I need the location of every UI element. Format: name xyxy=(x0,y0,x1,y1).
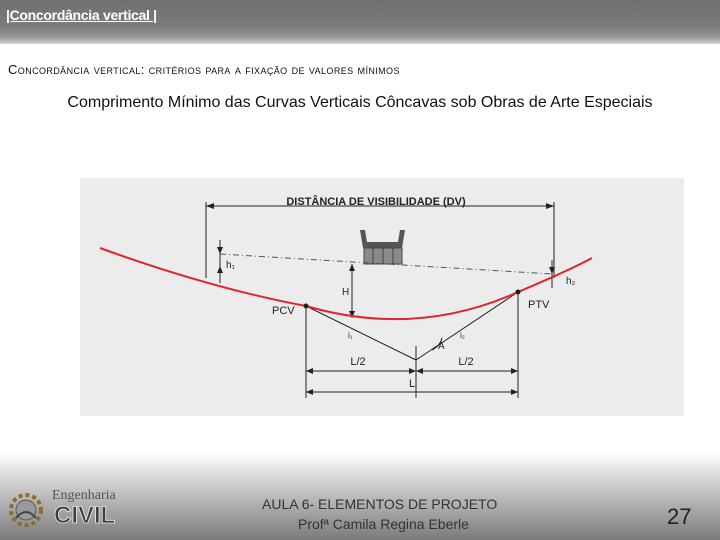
diagram-svg xyxy=(80,178,684,416)
h2-label: h₂ xyxy=(566,276,576,287)
i2-label: i₂ xyxy=(460,331,465,340)
i1-label: i₁ xyxy=(348,331,353,340)
half-right-label: L/2 xyxy=(458,356,474,368)
vertical-curve-diagram xyxy=(80,178,684,416)
tangent-left xyxy=(306,306,416,360)
footer-professor: Profª Camila Regina Eberle xyxy=(298,516,469,532)
slide-subtitle: Concordância vertical: critérios para a fixação de valores mínimos xyxy=(8,62,400,77)
dv-right-arrow xyxy=(546,203,554,209)
logo-text-main: CIVIL xyxy=(54,502,116,529)
ptv-label: PTV xyxy=(528,299,550,311)
pcv-label: PCV xyxy=(272,305,295,317)
dv-title: DISTÂNCIA DE VISIBILIDADE (DV) xyxy=(286,196,466,208)
footer-course: AULA 6- ELEMENTOS DE PROJETO xyxy=(262,496,498,512)
logo-text-top: Engenharia xyxy=(52,488,116,503)
slide-heading: Comprimento Mínimo das Curvas Verticais Côncavas sob Obras de Arte Especiais xyxy=(67,94,653,111)
section-title: |Concordância vertical | xyxy=(6,7,157,23)
page-number: 27 xyxy=(667,504,692,529)
gear-icon xyxy=(11,495,41,525)
l-label: L xyxy=(408,378,416,390)
bridge-icon xyxy=(360,230,405,264)
engenharia-civil-logo xyxy=(4,484,132,540)
top-bar xyxy=(0,0,720,44)
H-label: H xyxy=(342,287,350,298)
A-label: A xyxy=(438,341,445,352)
h1-label: h₁ xyxy=(226,260,235,271)
dv-left-arrow xyxy=(206,203,214,209)
half-left-label: L/2 xyxy=(350,356,366,368)
tangent-right xyxy=(416,292,518,360)
